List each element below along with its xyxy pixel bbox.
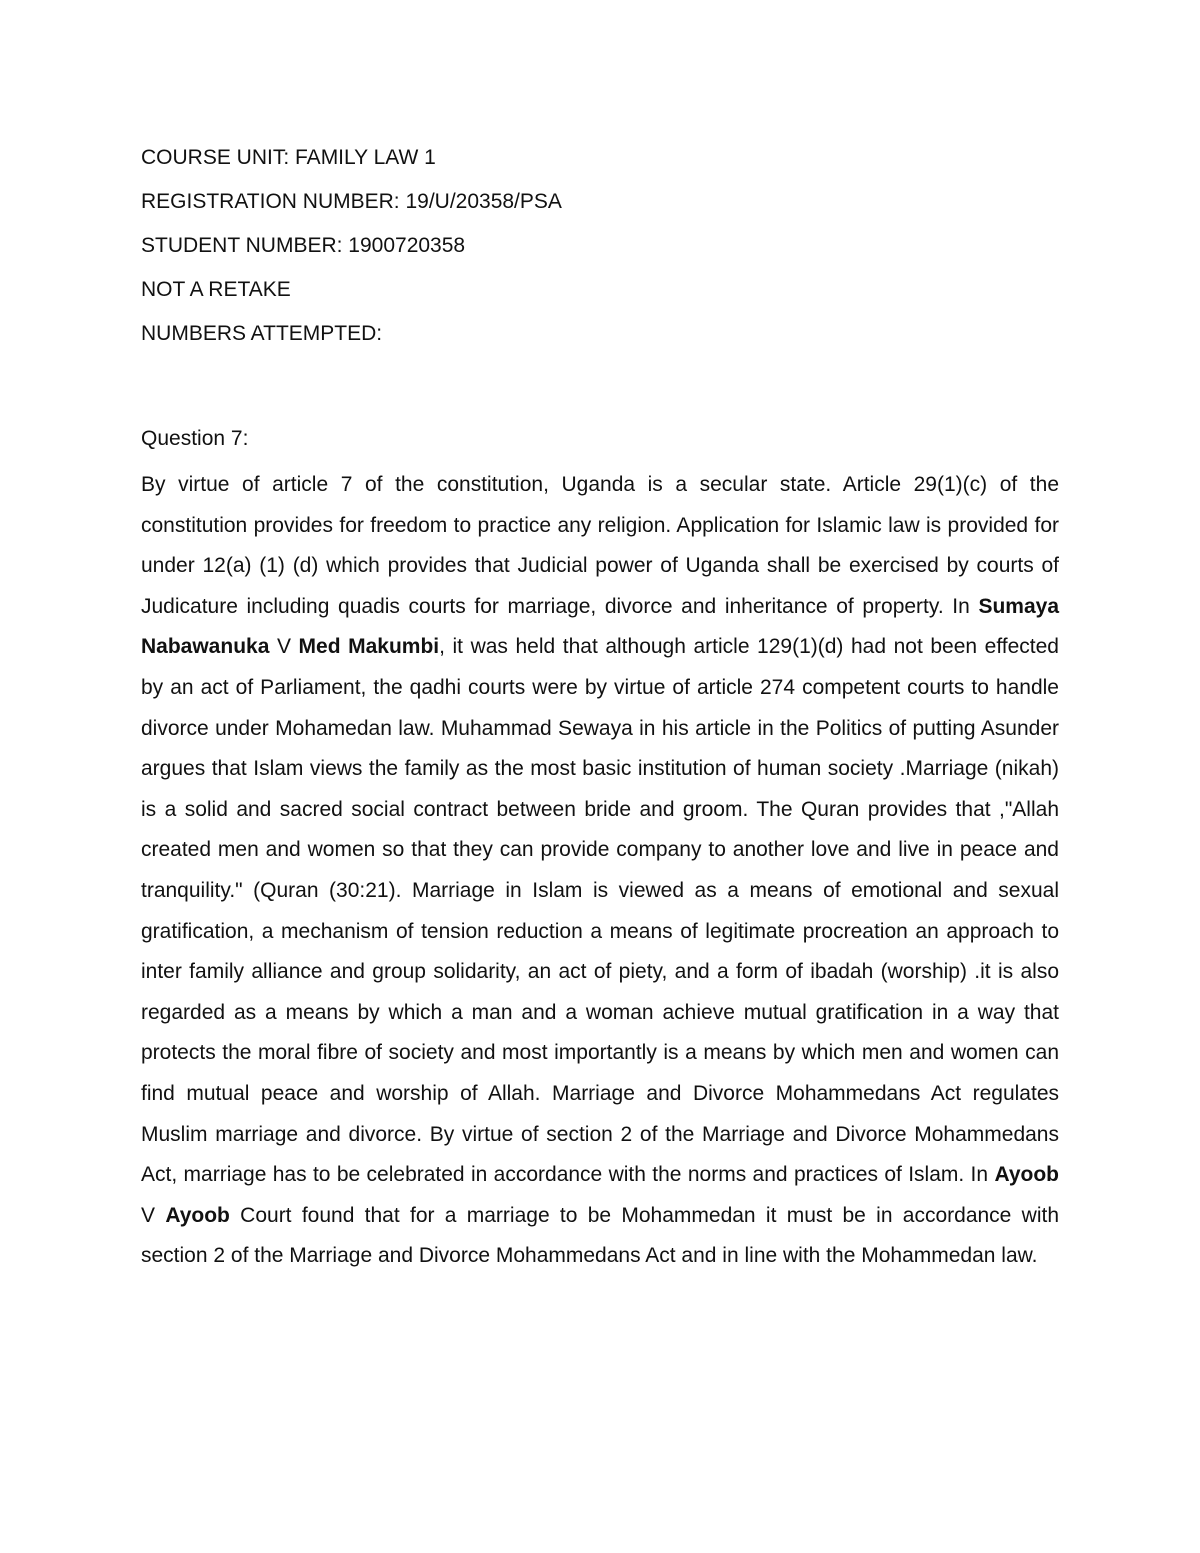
document-header [141, 143, 1071, 363]
retake-status: NOT A RETAKE [141, 278, 291, 301]
student-number: STUDENT NUMBER: 1900720358 [141, 234, 466, 257]
answer-text: Court found that for a marriage to be Mohammedan it must be in accordance with section 2 of the Marriage and Divorce Mohammedans Act and in line with the Mohammedan law. [141, 1203, 1059, 1268]
numbers-attempted: NUMBERS ATTEMPTED: [141, 322, 383, 345]
case-party-name: Ayoob [994, 1163, 1059, 1187]
course-unit: COURSE UNIT: FAMILY LAW 1 [141, 146, 436, 169]
question-heading: Question 7: [141, 427, 249, 450]
answer-text: V [141, 1203, 166, 1227]
case-party-name: Med Makumbi [298, 635, 440, 659]
answer-text: By virtue of article 7 of the constitution, Uganda is a secular state. Article 29(1)(c) of the constitution provides for freedom to practice any religion. Application for Islamic law is provided for under 12(a) (1) (d) which provides that Judicial power of Uganda shall be exercised by courts of Judicature including quadis courts for marriage, divorce and inheritance of property. In [141, 473, 1059, 618]
answer-paragraph [141, 465, 1059, 1277]
case-party-name: Ayoob [165, 1203, 230, 1227]
answer-text: , it was held that although article 129(1)(d) had not been effected by an act of Parliament, the qadhi courts were by virtue of article 274 competent courts to handle divorce under Mohamedan law. Muhammad Sewaya in his article in the Politics of putting Asunder argues that Islam views the family as the most basic institution of human society .Marriage (nikah) is a solid and sacred social contract between bride and groom. The Quran provides that ,"Allah created men and women so that they can provide company to another love and live in peace and tranquility." (Quran (30:21). Marriage in Islam is viewed as a means of emotional and sexual gratification, a mechanism of tension reduction a means of legitimate procreation an approach to inter family alliance and group solidarity, an act of piety, and a form of ibadah (worship) .it is also regarded as a means by which a man and a woman achieve mutual gratification in a way that protects the moral fibre of society and most importantly is a means by which men and women can find mutual peace and worship of Allah. Marriage and Divorce Mohammedans Act regulates Muslim marriage and divorce. By virtue of section 2 of the Marriage and Divorce Mohammedans Act, marriage has to be celebrated in accordance with the norms and practices of Islam. In [141, 635, 1059, 1187]
registration-number: REGISTRATION NUMBER: 19/U/20358/PSA [141, 190, 562, 213]
answer-text: V [269, 635, 299, 659]
case-party-name: Sumaya Nabawanuka [141, 594, 1059, 659]
